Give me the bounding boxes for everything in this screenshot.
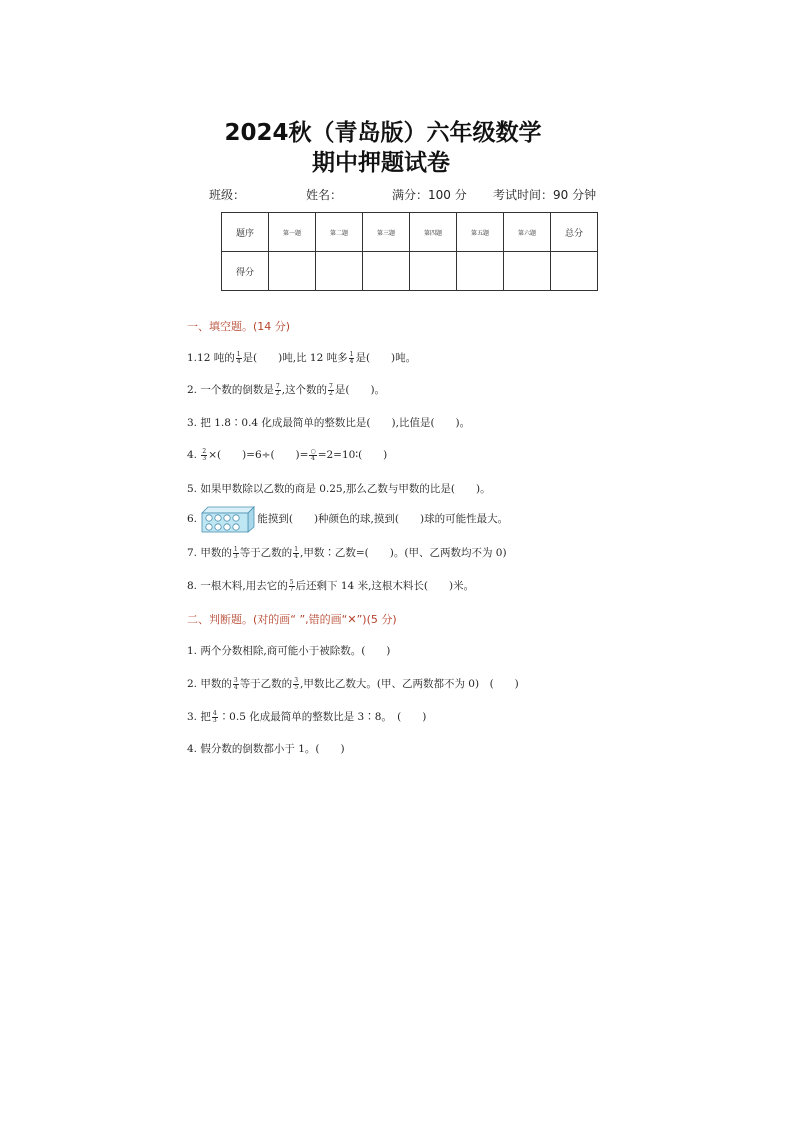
score-header: 第六题: [504, 213, 551, 252]
question-1-2: 2. 一个数的倒数是 $\frac{7}{2}$ ,这个数的 $\frac{7}{2}$ 是( )。: [187, 382, 386, 397]
name-field-label: 姓名：: [306, 188, 343, 202]
score-cell[interactable]: [363, 252, 410, 291]
ball-box-icon: [200, 505, 256, 533]
fraction: $\frac{1}{4}$: [294, 545, 299, 560]
section1-heading: 一、填空题。(14 分): [187, 320, 291, 333]
question-1-7: 7. 甲数的 $\frac{1}{3}$ 等于乙数的 $\frac{1}{4}$ ,甲数∶乙数=( )。(甲、乙两数均不为 0): [187, 545, 507, 560]
exam-time-label: 考试时间：90 分钟: [493, 188, 597, 202]
question-2-1: 1. 两个分数相除,商可能小于被除数。( ): [187, 645, 391, 657]
fraction: $\frac{1}{4}$: [236, 350, 241, 365]
fraction: $\frac{1}{3}$: [233, 545, 238, 560]
score-header: 题序: [222, 213, 269, 252]
question-2-3: 3. 把 $\frac{4}{3}$ ∶0.5 化成最简单的整数比是 3∶8。 ( ): [187, 709, 427, 724]
score-row-label: 得分: [222, 252, 269, 291]
question-1-8: 8. 一根木料,用去它的 $\frac{5}{7}$ 后还剩下 14 米,这根木料长( )米。: [187, 578, 475, 593]
score-cell[interactable]: [457, 252, 504, 291]
section2-heading: 二、判断题。(对的画“ ”,错的画“✕”)(5 分): [187, 613, 397, 626]
question-1-1: 1.12 吨的 $\frac{1}{4}$ 是( )吨,比 12 吨多 $\frac{1}{4}$ 是( )吨。: [187, 350, 417, 365]
fraction: $\frac{4}{3}$: [212, 709, 217, 724]
score-cell[interactable]: [504, 252, 551, 291]
fraction: $\frac{○}{4}$: [310, 447, 316, 462]
question-1-3: 3. 把 1.8∶0.4 化成最简单的整数比是( ),比值是( )。: [187, 417, 471, 429]
fraction: $\frac{7}{2}$: [329, 382, 333, 397]
score-header: 第一题: [269, 213, 316, 252]
question-1-4: 4. $\frac{2}{3}$ ×( )=6÷( )= $\frac{○}{4}$ =2=10∶( ): [187, 447, 388, 462]
class-field-label: 班级：: [209, 188, 246, 202]
score-cell[interactable]: [316, 252, 363, 291]
question-1-5: 5. 如果甲数除以乙数的商是 0.25,那么乙数与甲数的比是( )。: [187, 483, 491, 495]
score-header: 第四题: [410, 213, 457, 252]
fraction: $\frac{1}{4}$: [349, 350, 354, 365]
exam-title: 2024秋（青岛版）六年级数学: [224, 120, 542, 146]
question-2-4: 4. 假分数的倒数都小于 1。( ): [187, 743, 345, 755]
question-1-6: 6. 能摸到( )种颜色的球,摸到( )球的可能性最大。: [187, 505, 508, 533]
score-cell[interactable]: [551, 252, 598, 291]
score-header: 总分: [551, 213, 598, 252]
question-2-2: 2. 甲数的 $\frac{3}{4}$ 等于乙数的 $\frac{3}{5}$ ,甲数比乙数大。(甲、乙两数都不为 0) ( ): [187, 676, 519, 691]
score-cell[interactable]: [410, 252, 457, 291]
score-header: 第三题: [363, 213, 410, 252]
fraction: $\frac{7}{2}$: [275, 382, 280, 397]
score-table: [221, 212, 598, 291]
score-cell[interactable]: [269, 252, 316, 291]
fraction: $\frac{5}{7}$: [289, 578, 294, 593]
score-header: 第五题: [457, 213, 504, 252]
fraction: $\frac{3}{4}$: [233, 676, 238, 691]
score-header: 第二题: [316, 213, 363, 252]
fraction: $\frac{3}{5}$: [294, 676, 299, 691]
fraction: $\frac{2}{3}$: [202, 447, 207, 462]
full-score-label: 满分：100 分: [392, 188, 467, 202]
exam-subtitle: 期中押题试卷: [312, 150, 450, 176]
